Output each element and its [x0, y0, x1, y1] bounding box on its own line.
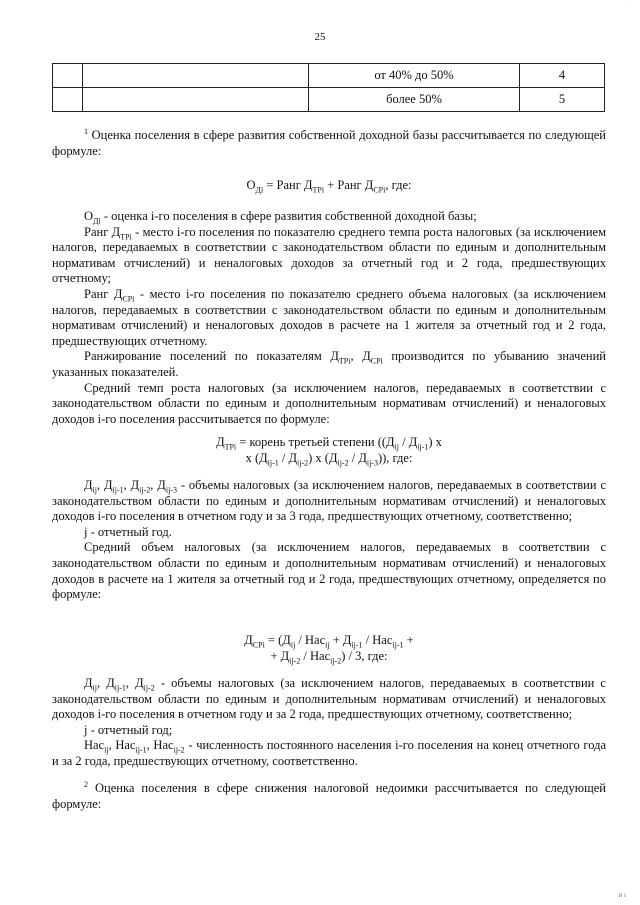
- definition-symbol: , Д: [96, 478, 113, 492]
- formula-text: Д: [216, 435, 225, 449]
- formula-text: x (Д: [245, 450, 268, 465]
- formula-subscript: ij-2: [330, 656, 342, 666]
- table-cell-score: 5: [520, 88, 605, 112]
- footnote-2: [52, 781, 606, 812]
- definition-symbol: Ранг Д: [84, 224, 121, 239]
- formula-text: )), где:: [377, 450, 413, 465]
- definition-rank-cp: [52, 287, 606, 349]
- footnote-2-text: Оценка поселения в сфере снижения налоговой недоимки рассчитывается по следующей формуле:: [52, 781, 606, 811]
- definition-symbol: Нас: [84, 738, 105, 753]
- definitions-block-1: [52, 209, 606, 427]
- definition-symbol: , Нас: [146, 738, 174, 753]
- table-cell-score: 4: [520, 64, 605, 88]
- definition-subscript: ij-1: [135, 745, 147, 755]
- formula-subscript: ij-2: [289, 656, 301, 666]
- definition-subscript: Дi: [93, 216, 101, 226]
- definition-d-ij-2: [52, 676, 606, 723]
- definition-subscript: ij: [92, 485, 97, 495]
- formula-1: [52, 178, 606, 194]
- footnote-marker: 2: [84, 779, 88, 789]
- formula-subscript: Дi: [255, 185, 264, 195]
- formula-text: = Ранг Д: [263, 178, 313, 192]
- definition-symbol: , Д: [96, 676, 115, 690]
- formula-text: ) / 3, где:: [341, 648, 388, 663]
- formula-subscript: CPi: [373, 185, 386, 195]
- paragraph-text: , Д: [350, 349, 371, 364]
- definition-symbol: , Нас: [108, 738, 136, 753]
- formula-3: [52, 633, 606, 664]
- definition-text: - объемы налоговых (за исключением налогов, передаваемых в соответствии с законодательством области по единым и дополнительным нормативам отчислений) и неналоговых доходов i-го поселения в отчетном году и за 3 года, предшествующих отчетному, соответственно;: [52, 478, 606, 524]
- formula-subscript: ij-1: [351, 640, 363, 650]
- definitions-block-2: [52, 478, 606, 603]
- table-row: [53, 88, 605, 112]
- paragraph-subscript: TPi: [338, 356, 351, 366]
- formula-text: Д: [244, 633, 253, 647]
- formula-subscript: ij: [325, 640, 330, 650]
- formula-text: + Д: [329, 633, 352, 647]
- definition-symbol: Ранг Д: [84, 286, 123, 301]
- formula-subscript: CPi: [252, 640, 265, 650]
- avg-rate-paragraph: Средний темп роста налоговых (за исключением налогов, передаваемых в соответствии с законодательством области по единым и дополнительным нормативам отчислений) и неналоговых доходов i-го поселения рассчитывается по формуле:: [52, 380, 606, 426]
- definition-d-ij: [52, 478, 606, 525]
- table-cell: [53, 64, 83, 88]
- table-cell-range: от 40% до 50%: [309, 64, 520, 88]
- definition-subscript: ij-2: [173, 745, 185, 755]
- formula-text: / Нас: [295, 633, 326, 647]
- formula-text: / Нас: [300, 648, 331, 663]
- formula-text: / Д: [399, 435, 418, 449]
- definition-symbol: Д: [84, 478, 93, 492]
- formula-text: ) x (Д: [308, 450, 338, 465]
- formula-3-line-2: [52, 649, 606, 665]
- avg-volume-paragraph: Средний объем налоговых (за исключением налогов, передаваемых в соответствии с законодательством области по единым и дополнительным нормативам отчислений) и неналоговых доходов в расчете на 1 жителя за отчетный год и 2 года, предшествующих отчетному, определяется по формуле:: [52, 540, 606, 602]
- table-cell: [53, 88, 83, 112]
- formula-subscript: ij-1: [417, 442, 429, 452]
- formula-text: = (Д: [264, 633, 291, 647]
- definition-rank-tp: [52, 225, 606, 287]
- table-cell: [83, 88, 309, 112]
- formula-text: / Д: [348, 450, 367, 465]
- definition-symbol: , Д: [123, 478, 140, 492]
- page-number: 25: [314, 31, 326, 43]
- formula-symbol: О: [246, 178, 256, 192]
- formula-2-line-2: [52, 451, 606, 467]
- definition-text: - численность постоянного населения i-го поселения на конец отчетного года и за 2 года, предшествующих отчетному, соответственно.: [52, 738, 607, 768]
- ranking-paragraph: [52, 349, 606, 380]
- definition-subscript: ij-3: [165, 485, 177, 495]
- formula-text: + Д: [270, 648, 290, 663]
- formula-subscript: ij-2: [337, 458, 349, 468]
- formula-subscript: ij-1: [392, 640, 404, 650]
- definition-subscript: ij-2: [143, 683, 155, 693]
- definition-j-2: j - отчетный год;: [84, 722, 173, 737]
- formula-text: = корень третьей степени ((Д: [236, 435, 395, 449]
- formula-2-line-1: [52, 435, 606, 451]
- definition-subscript: TPi: [120, 232, 132, 242]
- paragraph-subscript: CPi: [370, 356, 383, 366]
- scan-mark-top: · ·: [624, 0, 630, 6]
- table-cell-range: более 50%: [309, 88, 520, 112]
- definition-text: - оценка i-го поселения в сфере развития собственной доходной базы;: [100, 209, 477, 223]
- definition-subscript: ij: [92, 683, 97, 693]
- formula-text: , где:: [385, 178, 412, 192]
- definition-text: - место i-го поселения по показателю среднего темпа роста налоговых (за исключением налогов, передаваемых в соответствии с законодательством области по единым и дополнительным нормативам отчислений) и неналоговых доходов за отчетный год и 2 года, предшествующих отчетному;: [52, 224, 606, 286]
- definition-subscript: CPi: [122, 294, 135, 304]
- table-row: [53, 64, 605, 88]
- formula-subscript: TPi: [312, 185, 325, 195]
- scan-mark-corner: и ı: [618, 891, 626, 899]
- definition-subscript: ij-2: [139, 485, 151, 495]
- paragraph-text: Ранжирование поселений по показателям Д: [84, 349, 339, 364]
- footnote-1: [52, 128, 606, 159]
- definition-subscript: ij-1: [114, 683, 126, 693]
- formula-subscript: ij: [290, 640, 296, 650]
- formula-2: [52, 435, 606, 466]
- definition-population: [52, 738, 606, 769]
- table-cell: [83, 64, 309, 88]
- definition-symbol: О: [84, 209, 94, 223]
- definition-o: [52, 209, 606, 225]
- formula-3-line-1: [52, 633, 606, 649]
- definition-symbol: Д: [84, 676, 93, 690]
- formula-text: / Д: [278, 450, 298, 465]
- criteria-table: [52, 63, 605, 112]
- footnote-1-block: [52, 128, 606, 159]
- formula-text: + Ранг Д: [324, 178, 374, 192]
- definition-j: j - отчетный год.: [84, 524, 172, 539]
- formula-subscript: ij-2: [297, 458, 309, 468]
- paragraph-text: производится по убыванию значений указанных показателей.: [52, 349, 607, 379]
- definition-text: - место i-го поселения по показателю среднего объема налоговых (за исключением налогов, передаваемых в соответствии с законодательством области по единым и дополнительным нормативам отчислений) и неналоговых доходов в расчете на 1 жителя за отчетный год и 2 года, предшествующих отчетному.: [52, 286, 607, 348]
- definition-symbol: , Д: [150, 478, 166, 492]
- footnote-1-text: Оценка поселения в сфере развития собственной доходной базы рассчитывается по следующей формуле:: [52, 128, 606, 158]
- formula-subscript: ij: [394, 442, 400, 452]
- formula-text: ) x: [428, 435, 442, 449]
- footnote-2-block: [52, 781, 606, 812]
- definition-symbol: , Д: [125, 676, 144, 690]
- definition-text: - объемы налоговых (за исключением налогов, передаваемых в соответствии с законодательством области по единым и дополнительным нормативам отчислений) и неналоговых доходов i-го поселения в отчетном году и за 2 года, предшествующих отчетному, соответственно;: [52, 676, 606, 722]
- formula-subscript: ij-3: [366, 458, 378, 468]
- definition-subscript: ij: [104, 745, 109, 755]
- definitions-block-3: [52, 676, 606, 770]
- formula-text: / Нас: [362, 633, 393, 647]
- formula-subscript: TPi: [224, 442, 237, 452]
- formula-text: +: [403, 633, 414, 647]
- formula-subscript: ij-1: [267, 458, 279, 468]
- definition-subscript: ij-1: [112, 485, 124, 495]
- footnote-marker: 1: [84, 126, 88, 136]
